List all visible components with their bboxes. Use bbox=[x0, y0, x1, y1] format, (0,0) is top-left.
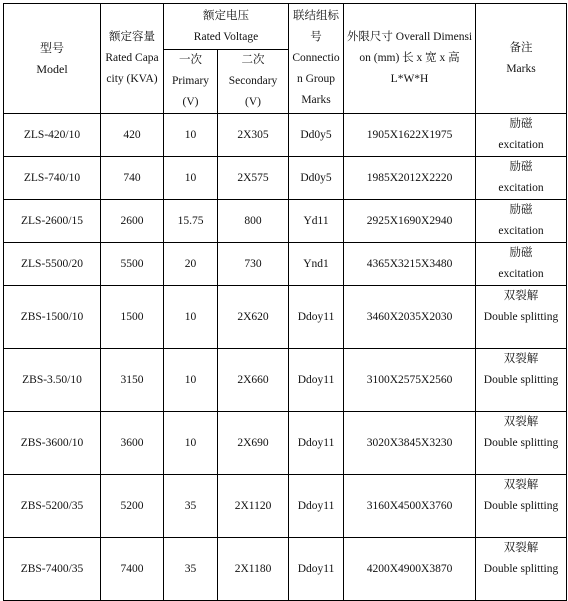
cell-secondary: 2X305 bbox=[218, 114, 289, 157]
marks-en: Double splitting bbox=[483, 374, 559, 386]
cell-secondary: 2X1180 bbox=[218, 538, 289, 601]
header-primary-en: Primary (V) bbox=[171, 75, 210, 108]
cell-marks bbox=[476, 349, 567, 412]
cell-dimension: 3020X3845X3230 bbox=[344, 412, 476, 475]
cell-connection: Yd11 bbox=[289, 200, 344, 243]
cell-secondary: 2X575 bbox=[218, 157, 289, 200]
table-row bbox=[4, 286, 567, 349]
cell-marks bbox=[476, 200, 567, 243]
table-row bbox=[4, 157, 567, 200]
cell-model: ZBS-3.50/10 bbox=[4, 349, 101, 412]
cell-marks bbox=[476, 538, 567, 601]
cell-secondary: 2X690 bbox=[218, 412, 289, 475]
cell-connection: Ddoy11 bbox=[289, 538, 344, 601]
marks-cn: 双裂解 bbox=[503, 416, 539, 428]
cell-model: ZLS-740/10 bbox=[4, 157, 101, 200]
header-primary bbox=[164, 50, 218, 114]
cell-marks bbox=[476, 157, 567, 200]
marks-cn: 励磁 bbox=[509, 118, 533, 130]
cell-capacity: 740 bbox=[101, 157, 164, 200]
table-row bbox=[4, 349, 567, 412]
header-model bbox=[4, 4, 101, 114]
cell-dimension: 1905X1622X1975 bbox=[344, 114, 476, 157]
cell-capacity: 3150 bbox=[101, 349, 164, 412]
transformer-spec-table bbox=[3, 3, 567, 601]
header-capacity-cn: 额定容量 bbox=[109, 31, 155, 43]
cell-primary: 35 bbox=[164, 538, 218, 601]
marks-cn: 励磁 bbox=[509, 161, 533, 173]
header-voltage bbox=[164, 4, 289, 50]
cell-model: ZBS-3600/10 bbox=[4, 412, 101, 475]
cell-capacity: 5200 bbox=[101, 475, 164, 538]
cell-marks bbox=[476, 412, 567, 475]
table-row bbox=[4, 412, 567, 475]
cell-marks bbox=[476, 114, 567, 157]
header-marks-en: Marks bbox=[506, 62, 536, 75]
cell-primary: 15.75 bbox=[164, 200, 218, 243]
cell-secondary: 730 bbox=[218, 243, 289, 286]
marks-cn: 双裂解 bbox=[503, 479, 539, 491]
cell-model: ZBS-5200/35 bbox=[4, 475, 101, 538]
header-dimension-lwh: L*W*H bbox=[390, 73, 429, 85]
cell-secondary: 2X620 bbox=[218, 286, 289, 349]
cell-capacity: 2600 bbox=[101, 200, 164, 243]
table-header bbox=[4, 4, 567, 114]
cell-primary: 20 bbox=[164, 243, 218, 286]
header-connection-en: Connection Group Marks bbox=[292, 52, 340, 106]
cell-primary: 10 bbox=[164, 114, 218, 157]
cell-model: ZLS-2600/15 bbox=[4, 200, 101, 243]
header-dimension-main: 外限尺寸 Overall Dimension (mm) 长 x 宽 x 高 bbox=[346, 31, 473, 64]
table-row bbox=[4, 243, 567, 286]
marks-cn: 双裂解 bbox=[503, 353, 539, 365]
cell-dimension: 3100X2575X2560 bbox=[344, 349, 476, 412]
marks-en: excitation bbox=[498, 268, 544, 280]
header-voltage-en: Rated Voltage bbox=[193, 30, 259, 43]
cell-connection: Ynd1 bbox=[289, 243, 344, 286]
cell-primary: 10 bbox=[164, 286, 218, 349]
cell-secondary: 800 bbox=[218, 200, 289, 243]
header-capacity-en: Rated Capacity (KVA) bbox=[105, 52, 159, 85]
cell-model: ZBS-1500/10 bbox=[4, 286, 101, 349]
cell-model: ZBS-7400/35 bbox=[4, 538, 101, 601]
cell-connection: Ddoy11 bbox=[289, 412, 344, 475]
cell-model: ZLS-420/10 bbox=[4, 114, 101, 157]
header-model-en: Model bbox=[36, 61, 68, 76]
table-body bbox=[4, 114, 567, 601]
marks-en: Double splitting bbox=[483, 437, 559, 449]
cell-capacity: 3600 bbox=[101, 412, 164, 475]
cell-capacity: 420 bbox=[101, 114, 164, 157]
cell-connection: Dd0y5 bbox=[289, 157, 344, 200]
cell-dimension: 3460X2035X2030 bbox=[344, 286, 476, 349]
cell-dimension: 4365X3215X3480 bbox=[344, 243, 476, 286]
header-dimension bbox=[344, 4, 476, 114]
cell-secondary: 2X1120 bbox=[218, 475, 289, 538]
cell-dimension: 1985X2012X2220 bbox=[344, 157, 476, 200]
cell-connection: Ddoy11 bbox=[289, 475, 344, 538]
marks-cn: 双裂解 bbox=[503, 542, 539, 554]
table-row bbox=[4, 114, 567, 157]
table-row bbox=[4, 475, 567, 538]
marks-en: excitation bbox=[498, 182, 544, 194]
cell-primary: 10 bbox=[164, 157, 218, 200]
cell-marks bbox=[476, 243, 567, 286]
marks-en: excitation bbox=[498, 225, 544, 237]
header-secondary-cn: 二次 bbox=[241, 54, 265, 66]
header-connection bbox=[289, 4, 344, 114]
marks-en: Double splitting bbox=[483, 563, 559, 575]
marks-cn: 双裂解 bbox=[503, 290, 539, 302]
header-marks-cn: 备注 bbox=[509, 41, 533, 54]
marks-en: Double splitting bbox=[483, 311, 559, 323]
marks-en: excitation bbox=[498, 139, 544, 151]
cell-primary: 10 bbox=[164, 412, 218, 475]
cell-dimension: 4200X4900X3870 bbox=[344, 538, 476, 601]
marks-cn: 励磁 bbox=[509, 247, 533, 259]
header-model-cn: 型号 bbox=[39, 40, 64, 55]
header-secondary bbox=[218, 50, 289, 114]
cell-connection: Ddoy11 bbox=[289, 286, 344, 349]
header-capacity bbox=[101, 4, 164, 114]
cell-capacity: 1500 bbox=[101, 286, 164, 349]
cell-marks bbox=[476, 286, 567, 349]
marks-en: Double splitting bbox=[483, 500, 559, 512]
cell-capacity: 7400 bbox=[101, 538, 164, 601]
table-row bbox=[4, 200, 567, 243]
header-primary-cn: 一次 bbox=[179, 54, 202, 66]
cell-marks bbox=[476, 475, 567, 538]
header-voltage-cn: 额定电压 bbox=[203, 9, 249, 22]
header-secondary-en: Secondary (V) bbox=[228, 75, 278, 108]
cell-dimension: 2925X1690X2940 bbox=[344, 200, 476, 243]
cell-secondary: 2X660 bbox=[218, 349, 289, 412]
cell-primary: 10 bbox=[164, 349, 218, 412]
cell-model: ZLS-5500/20 bbox=[4, 243, 101, 286]
header-marks bbox=[476, 4, 567, 114]
cell-capacity: 5500 bbox=[101, 243, 164, 286]
cell-primary: 35 bbox=[164, 475, 218, 538]
cell-dimension: 3160X4500X3760 bbox=[344, 475, 476, 538]
cell-connection: Dd0y5 bbox=[289, 114, 344, 157]
cell-connection: Ddoy11 bbox=[289, 349, 344, 412]
table-row bbox=[4, 538, 567, 601]
header-connection-cn: 联结组标号 bbox=[293, 10, 340, 43]
marks-cn: 励磁 bbox=[509, 204, 533, 216]
